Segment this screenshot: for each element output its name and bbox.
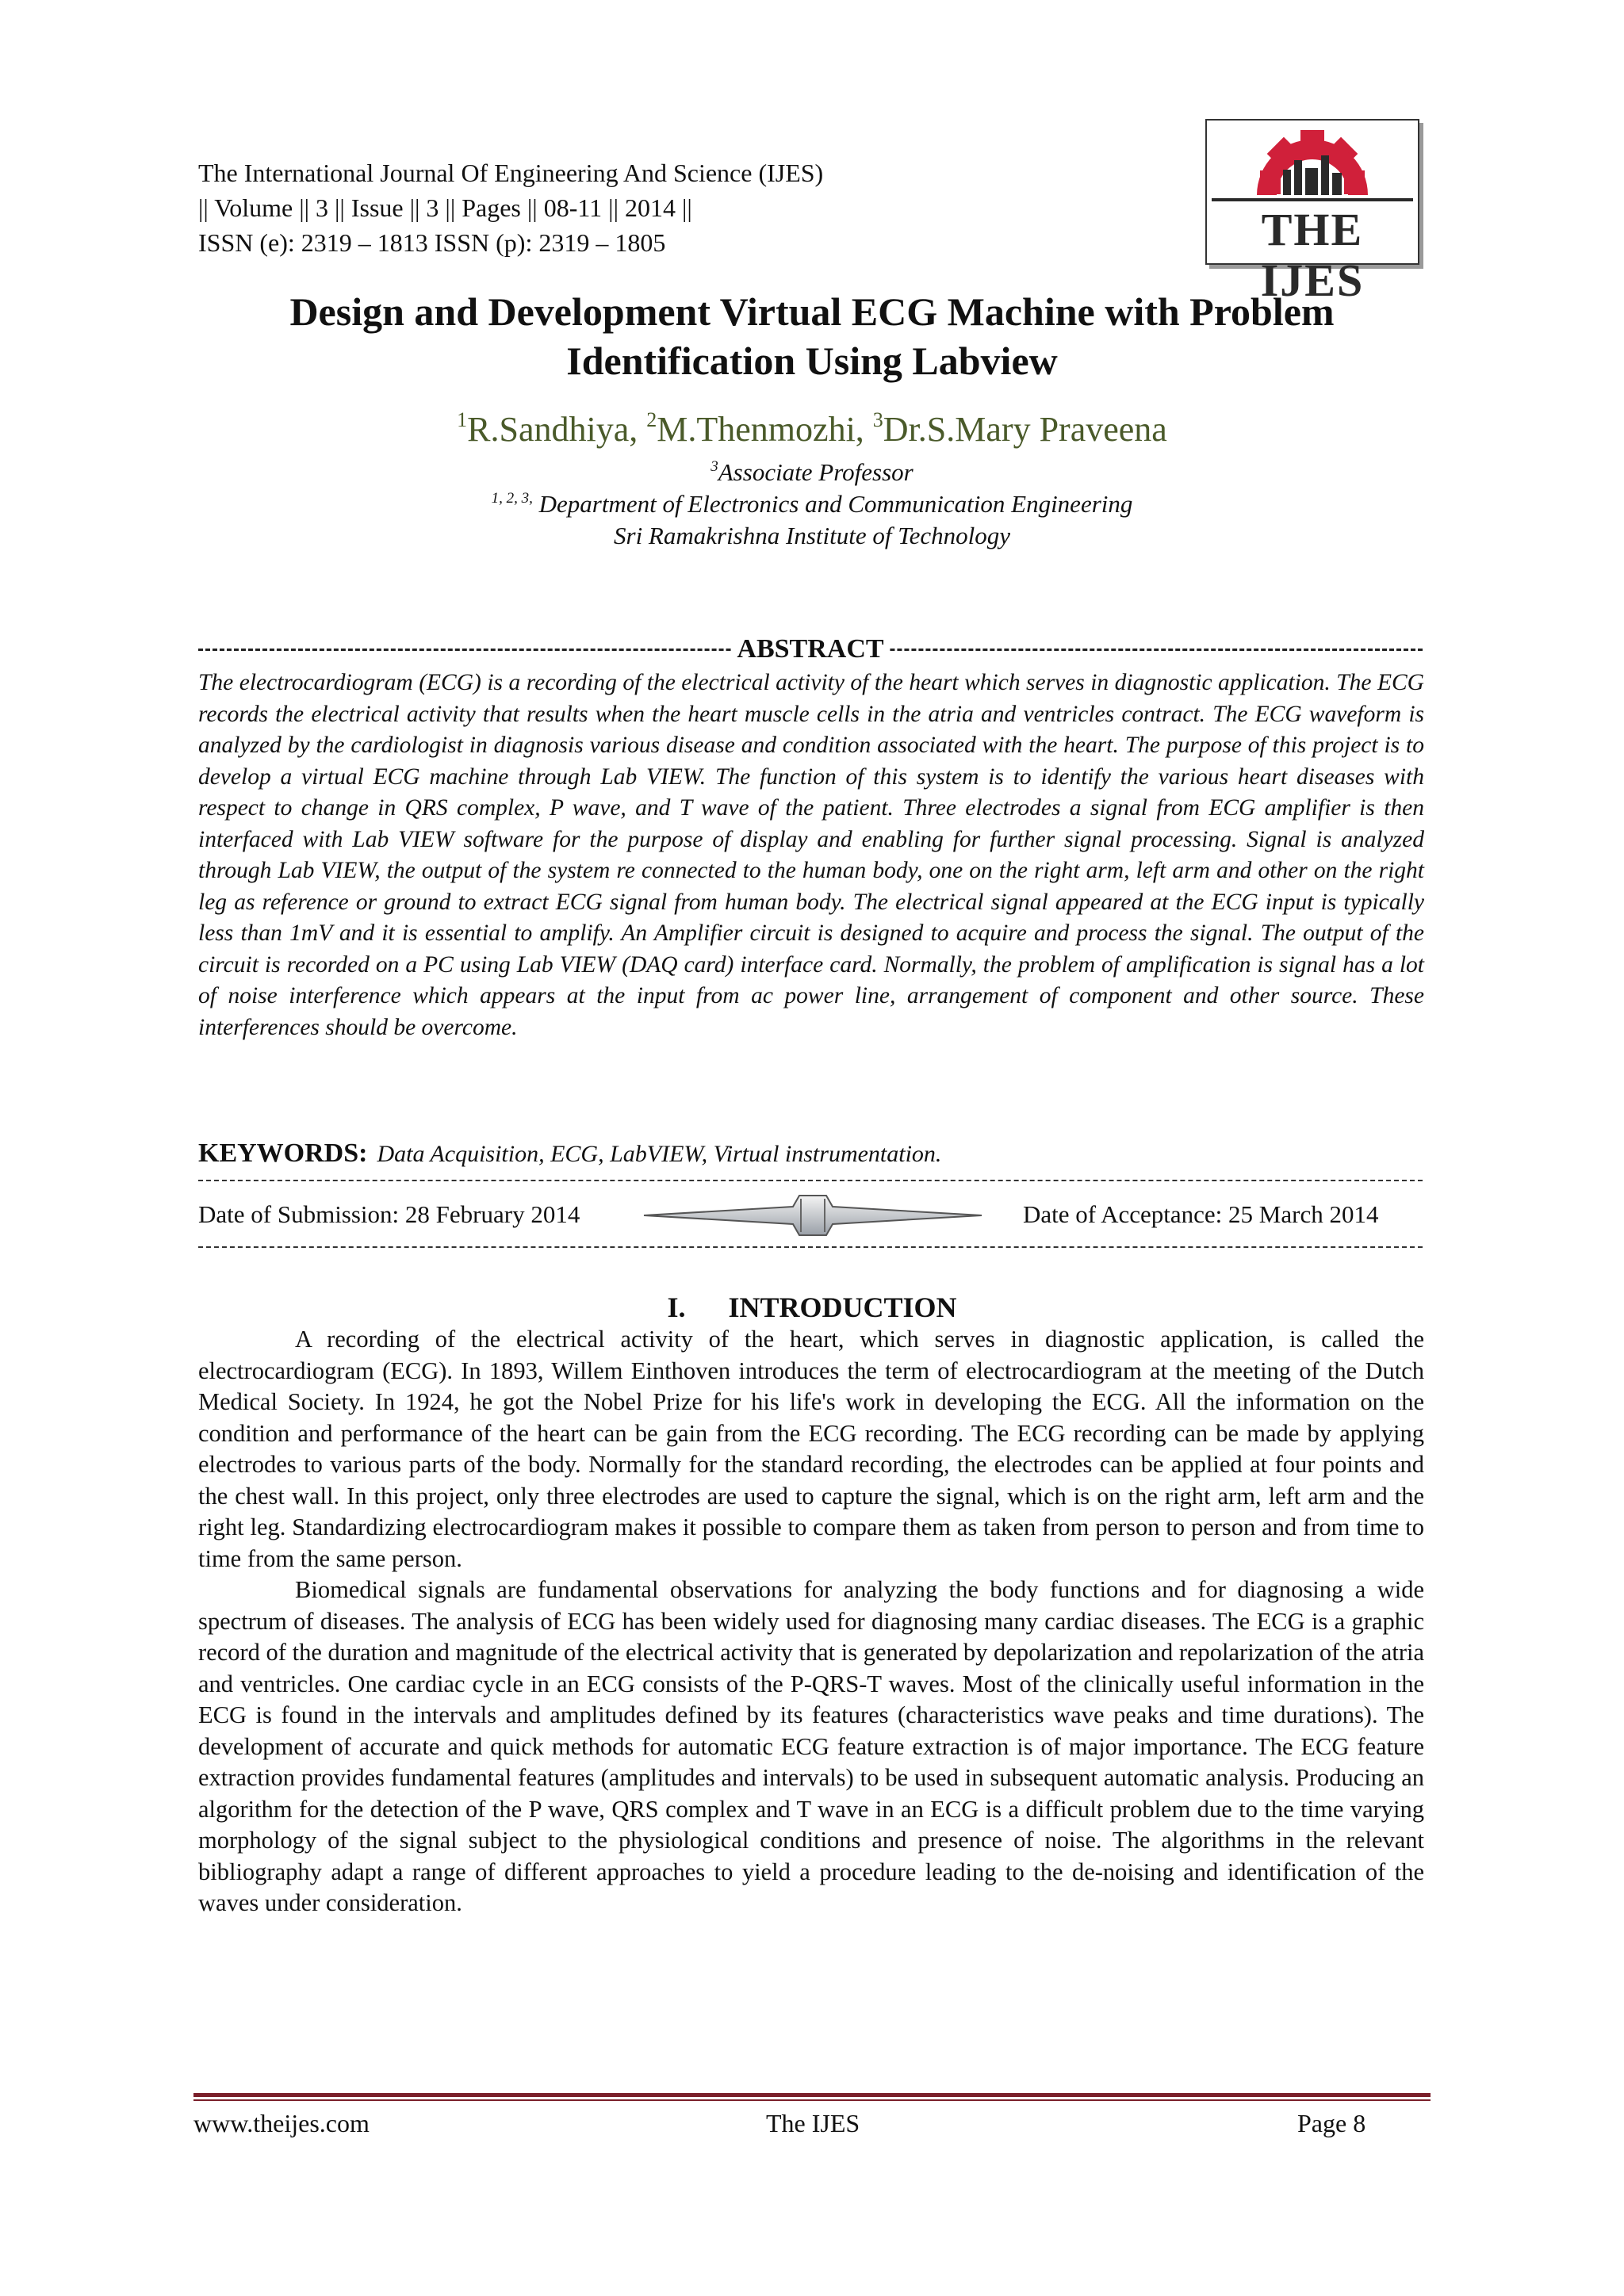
abstract-text: The electrocardiogram (ECG) is a recording of the electrical activity of the heart which serves in diagnostic application. The ECG records the electrical activity that results when the heart muscle cells in the atria and ventricles contract. The ECG waveform is analyzed by the cardiologist in diagnosis various disease and condition associated with the heart. The purpose of this project is to develop a virtual ECG machine through Lab VIEW. The function of this system is to identify the various heart diseases with respect to change in QRS complex, P wave, and T wave of the patient. Three electrodes a signal from ECG amplifier is then interfaced with Lab VIEW software for the purpose of display and enabling for further signal processing. Signal is analyzed through Lab VIEW, the output of the system re connected to the human body, one on the right arm, left arm and other on the right leg as reference or ground to extract ECG signal from human body. The electrical signal appeared at the ECG input is typically less than 1mV and it is essential to amplify. An Amplifier circuit is designed to acquire and process the signal. The output of the circuit is recorded on a PC using Lab VIEW (DAQ card) interface card. Normally, the problem of amplification is signal has a lot of noise interference which appears at the input from ac power line, arrangement of component and other source. These interferences should be overcome.	[198, 670, 1424, 1040]
divider-bottom	[198, 1246, 1423, 1248]
submission-date: Date of Submission: 28 February 2014	[198, 1200, 580, 1228]
section-heading	[0, 1291, 1624, 1324]
author-department: $^{1, 2, 3,}$ Department of Electronics and Communication Engineering	[491, 490, 1133, 518]
author-institute: Sri Ramakrishna Institute of Technology	[614, 522, 1010, 549]
author-1: $^1$R.Sandhiya,	[457, 408, 638, 449]
footer-rule-thin	[193, 2099, 1431, 2101]
logo-text: THE IJES	[1260, 204, 1365, 306]
title-line-1: Design and Development Virtual ECG Machine with Problem	[289, 289, 1335, 334]
ijes-logo	[1205, 119, 1419, 306]
abstract-label: ABSTRACT	[732, 633, 888, 666]
author-list	[0, 409, 1624, 450]
keywords	[198, 1138, 941, 1169]
double-arrow-icon	[642, 1191, 983, 1240]
footer-page-number: Page 8	[1297, 2109, 1366, 2137]
divider-top	[198, 1180, 1423, 1181]
journal-header	[198, 155, 823, 260]
intro-paragraph-1: A recording of the electrical activity of the heart, which serves in diagnostic application, is called the electrocardiogram (ECG). In 1893, Willem Einthoven introduces the term of electrocardiogram at the meeting of the Dutch Medical Society. In 1924, he got the Nobel Prize for his life's work in developing the ECG. All the information on the condition and performance of the heart can be gain from the ECG recording. The ECG recording can be made by applying electrodes to various parts of the body. Normally for the standard recording, the electrodes can be applied at four points and the chest wall. In this project, only three electrodes are used to capture the signal, which is on the right arm, left arm and the right leg. Standardizing electrocardiogram makes it possible to compare them as taken from person to person and from time to time from the same person.	[198, 1326, 1424, 1572]
volume-info: || Volume || 3 || Issue || 3 || Pages || 08-11 || 2014 ||	[198, 193, 692, 222]
footer-website: www.theijes.com	[193, 2109, 370, 2137]
issn-info: ISSN (e): 2319 – 1813 ISSN (p): 2319 – 1805	[198, 228, 666, 257]
intro-paragraph-2: Biomedical signals are fundamental observations for analyzing the body functions and for diagnosing a wide spectrum of diseases. The analysis of ECG has been widely used for diagnosing many cardiac diseases. The ECG is a graphic record of the duration and magnitude of the electrical activity that is generated by depolarization and repolarization of the atria and ventricles. One cardiac cycle in an ECG consists of the P-QRS-T waves. Most of the clinically useful information in the ECG is found in the intervals and amplitudes defined by its features (characteristics wave peaks and time durations). The development of accurate and quick methods for automatic ECG feature extraction is of major importance. The ECG feature extraction provides fundamental features (amplitudes and intervals) to be used in subsequent automatic analysis. Producing an algorithm for the detection of the P wave, QRS complex and T wave in an ECG is a difficult problem due to the time varying morphology of the signal subject to the physiological conditions and presence of noise. The algorithms in the relevant bibliography adapt a range of different approaches to yield a procedure leading to the de-noising and identification of the waves under consideration.	[198, 1576, 1424, 1916]
title-line-2: Identification Using Labview	[566, 339, 1058, 383]
section-number: I.	[667, 1292, 686, 1323]
paper-title	[159, 287, 1465, 385]
section-title: INTRODUCTION	[728, 1292, 957, 1323]
journal-name: The International Journal Of Engineering And Science (IJES)	[198, 159, 824, 187]
footer-journal: The IJES	[766, 2109, 860, 2137]
footer-rule	[193, 2093, 1431, 2097]
keywords-text: Data Acquisition, ECG, LabVIEW, Virtual instrumentation.	[377, 1141, 942, 1167]
author-3: $^3$Dr.S.Mary Praveena	[872, 408, 1167, 449]
acceptance-date: Date of Acceptance: 25 March 2014	[1023, 1200, 1379, 1228]
author-role: $^3$Associate Professor	[710, 458, 914, 486]
abstract-heading	[198, 633, 1423, 668]
author-2: $^2$M.Thenmozhi,	[646, 408, 864, 449]
keywords-label: KEYWORDS:	[198, 1138, 368, 1168]
